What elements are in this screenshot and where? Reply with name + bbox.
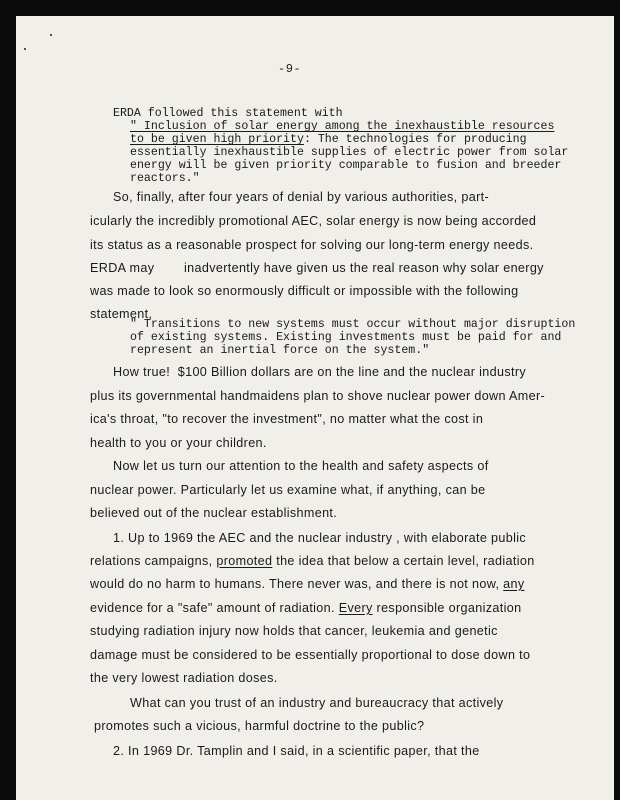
quote1-line2-rest: : The technologies for producing: [303, 133, 527, 146]
quote2-line3: represent an inertial force on the system.": [130, 344, 430, 357]
quote1-underlined-line2: to be given high priority: [130, 133, 304, 146]
para1-line4a: ERDA may: [90, 261, 155, 275]
para1-line5: was made to look so enormously difficult or impossible with the following: [90, 284, 519, 298]
emphasis-any: any: [503, 577, 525, 591]
ink-speck: [24, 48, 26, 50]
para1-line4b: inadvertently have given us the real reason why solar energy: [184, 261, 544, 275]
emphasis-every: Every: [338, 601, 373, 615]
emphasis-promoted: promoted: [216, 554, 273, 568]
quote1-line4: energy will be given priority comparable to fusion and breeder: [130, 159, 562, 172]
para2-line3: ica's throat, "to recover the investment", no matter what the cost in: [90, 412, 484, 426]
para5-line2: promotes such a vicious, harmful doctrine to the public?: [94, 719, 425, 733]
para3-line2: nuclear power. Particularly let us examine what, if anything, can be: [90, 483, 486, 497]
para1-line1: So, finally, after four years of denial by various authorities, part-: [113, 190, 490, 204]
para5-line1: What can you trust of an industry and bureaucracy that actively: [130, 696, 504, 710]
quote2-line2: of existing systems. Existing investments must be paid for and: [130, 331, 562, 344]
para4-line4-end: responsible organization: [372, 601, 522, 615]
para4-line5: studying radiation injury now holds that cancer, leukemia and genetic: [90, 624, 498, 638]
para4-line2: [90, 554, 535, 568]
para2-line4: health to you or your children.: [90, 436, 267, 450]
quote1-line2: [130, 133, 527, 146]
quote1-line3: essentially inexhaustible supplies of electric power from solar: [130, 146, 569, 159]
para4-line2-start: relations campaigns,: [90, 554, 217, 568]
para6-line1: 2. In 1969 Dr. Tamplin and I said, in a scientific paper, that the: [113, 744, 480, 758]
para1-line6: statement,: [90, 307, 153, 321]
quote2-line1: " Transitions to new systems must occur without major disruption: [130, 318, 576, 331]
para1-line3: its status as a reasonable prospect for solving our long-term energy needs.: [90, 238, 534, 252]
para1-line2: icularly the incredibly promotional AEC, solar energy is now being accorded: [90, 214, 537, 228]
para4-line7: the very lowest radiation doses.: [90, 671, 278, 685]
para4-line2-end: the idea that below a certain level, radiation: [272, 554, 535, 568]
quote1-underlined-line1: " Inclusion of solar energy among the inexhaustible resources: [130, 120, 555, 133]
para4-line1: 1. Up to 1969 the AEC and the nuclear industry , with elaborate public: [113, 531, 527, 545]
ink-speck: [50, 34, 52, 36]
document-page: [16, 16, 614, 800]
page-number: -9-: [278, 62, 302, 76]
para4-line4-start: evidence for a "safe" amount of radiation.: [90, 601, 339, 615]
para4-line3-start: would do no harm to humans. There never was, and there is not now,: [90, 577, 504, 591]
para4-line3: [90, 577, 525, 591]
para3-line3: believed out of the nuclear establishment.: [90, 506, 338, 520]
para2-line1: How true! $100 Billion dollars are on the line and the nuclear industry: [113, 365, 527, 379]
para4-line4: [90, 601, 521, 615]
quote1-intro: ERDA followed this statement with: [113, 107, 343, 120]
quote1-line5: reactors.": [130, 172, 200, 185]
para3-line1: Now let us turn our attention to the health and safety aspects of: [113, 459, 489, 473]
para2-line2: plus its governmental handmaidens plan to shove nuclear power down Amer-: [90, 389, 546, 403]
para4-line6: damage must be considered to be essentially proportional to dose down to: [90, 648, 531, 662]
